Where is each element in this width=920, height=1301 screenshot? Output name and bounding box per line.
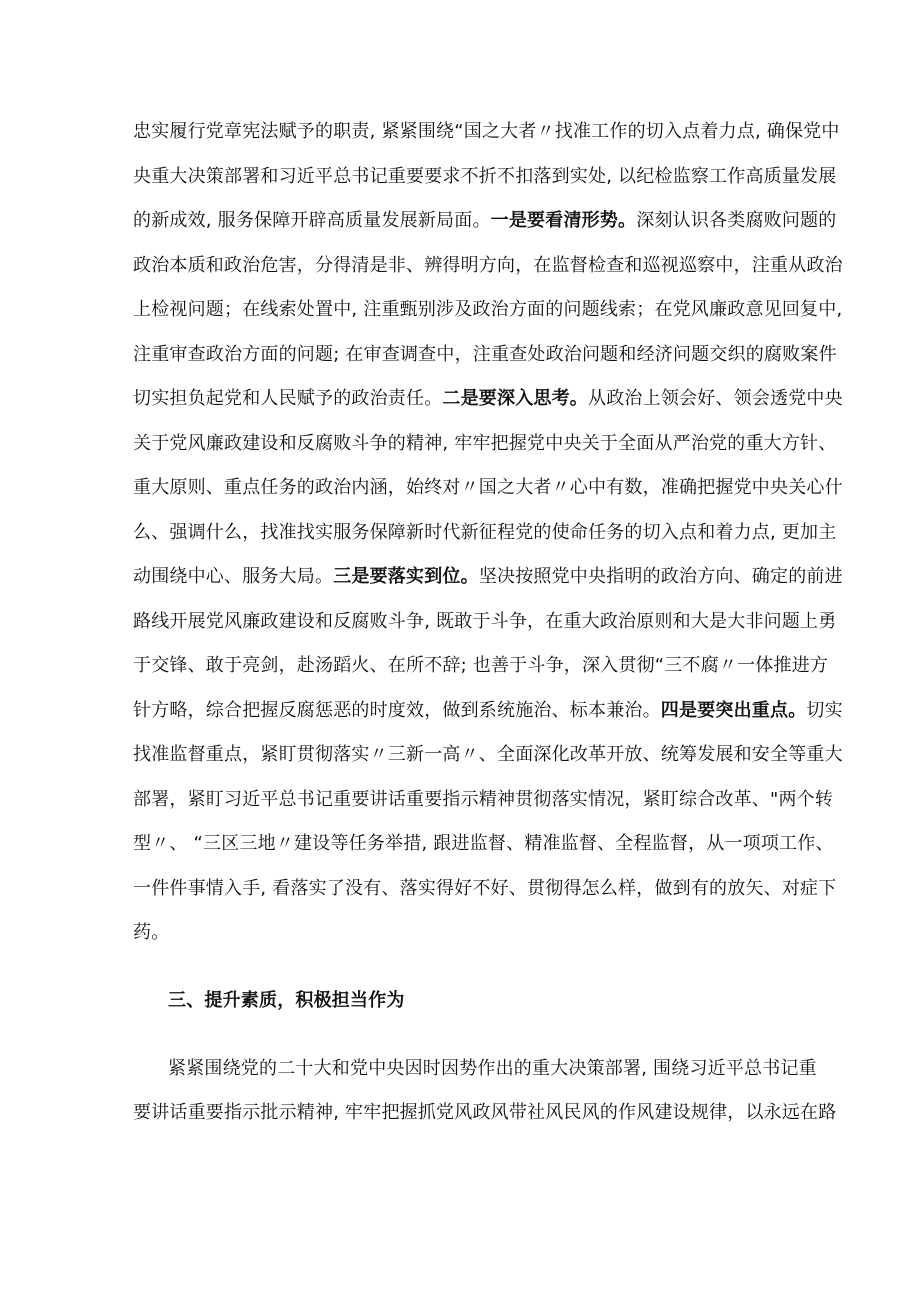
body-text-line	[133, 115, 840, 149]
body-text-line	[133, 694, 843, 728]
section-heading	[168, 984, 793, 1018]
body-text-line	[133, 605, 837, 639]
body-text-line	[133, 293, 843, 327]
text-segment: 路线开展党风廉政建设和反腐败斗争, 既敢于斗争，在重大政治原则和大是大非问题上勇	[133, 611, 837, 632]
text-segment: 一件件事情入手, 看落实了没有、落实得好不好、贯彻得怎么样，做到有的放矢、对症下	[133, 878, 837, 899]
bold-heading-segment: 三是要落实到位。	[333, 566, 479, 587]
body-text-line	[133, 249, 843, 283]
body-text-line	[133, 516, 837, 550]
bold-heading-segment: 四是要突出重点。	[660, 700, 807, 721]
text-segment: 关于党风廉政建设和反腐败斗争的精神, 牢牢把握党中央关于全面从严治党的重大方针、	[133, 433, 837, 454]
text-segment: 切实担负起党和人民赋予的政治责任。	[133, 388, 443, 409]
text-segment: 么、强调什么，找准找实服务保障新时代新征程党的使命任务的切入点和着力点, 更加主	[133, 522, 837, 543]
body-text-line	[133, 160, 837, 194]
text-segment: 找准监督重点，紧盯贯彻落实〃三新一高〃、全面深化改革开放、统筹发展和安全等重大	[133, 744, 843, 765]
text-segment: 深刻认识各类腐败问题的	[636, 210, 837, 231]
body-text-line	[133, 338, 837, 372]
text-segment: 忠实履行党章宪法赋予的职责, 紧紧围绕“国之大者〃找准工作的切入点着力点, 确保党中	[133, 121, 840, 142]
text-segment: 注重审查政治方面的问题; 在审查调查中，注重查处政治问题和经济问题交织的腐败案件	[133, 344, 837, 365]
text-segment: 的新成效, 服务保障开辟高质量发展新局面。	[133, 210, 491, 231]
text-segment: 要讲话重要指示批示精神, 牢牢把握抓党风政风带社风民风的作风建设规律，以永远在路	[133, 1102, 837, 1123]
bold-heading-segment: 二是要深入思考。	[442, 388, 589, 409]
body-text-line	[133, 783, 834, 817]
body-text-line	[133, 916, 793, 950]
body-text-line	[133, 1096, 837, 1130]
bold-heading-segment: 一是要看清形势。	[490, 210, 637, 231]
body-text-line	[133, 560, 843, 594]
section-heading-text: 三、提升素质，积极担当作为	[168, 990, 405, 1011]
text-segment: 央重大决策部署和习近平总书记重要要求不折不扣落到实处, 以纪检监察工作高质量发展	[133, 166, 837, 187]
text-segment: 切实	[806, 700, 843, 721]
text-segment: 重大原则、重点任务的政治内涵，始终对〃国之大者〃心中有数，准确把握党中央关心什	[133, 477, 843, 498]
text-segment: 药。	[133, 922, 170, 943]
text-segment: 动围绕中心、服务大局。	[133, 566, 334, 587]
paragraph-first-line	[168, 1052, 817, 1086]
text-segment: 政治本质和政治危害，分得清是非、辨得明方向，在监督检查和巡视巡察中，注重从政治	[133, 255, 843, 276]
body-text-line	[133, 872, 837, 906]
body-text-line	[133, 382, 843, 416]
body-text-line	[133, 204, 837, 238]
text-segment: 于交锋、敢于亮剑，赴汤蹈火、在所不辞; 也善于斗争，深入贯彻“三不腐〃一体推进方	[133, 655, 829, 676]
text-segment: 针方略，综合把握反腐惩恶的时度效，做到系统施治、标本兼治。	[133, 700, 661, 721]
text-segment: 紧紧围绕党的二十大和党中央因时因势作出的重大决策部署, 围绕习近平总书记重	[168, 1058, 817, 1079]
body-text-line	[133, 471, 843, 505]
text-segment: 上检视问题；在线索处置中, 注重甄别涉及政治方面的问题线索；在党风廉政意见回复中,	[133, 299, 843, 320]
text-segment: 从政治上领会好、领会透党中央	[588, 388, 843, 409]
body-text-line	[133, 738, 843, 772]
body-text-line	[133, 827, 834, 861]
text-segment: 坚决按照党中央指明的政治方向、确定的前进	[478, 566, 843, 587]
body-text-line	[133, 427, 837, 461]
body-text-line	[133, 649, 829, 683]
text-segment: 型〃、 “三区三地〃建设等任务举措, 跟进监督、精准监督、全程监督，从一项项工作、	[133, 833, 834, 854]
text-segment: 部署，紧盯习近平总书记重要讲话重要指示精神贯彻落实情况，紧盯综合改革、"两个转	[133, 789, 834, 810]
